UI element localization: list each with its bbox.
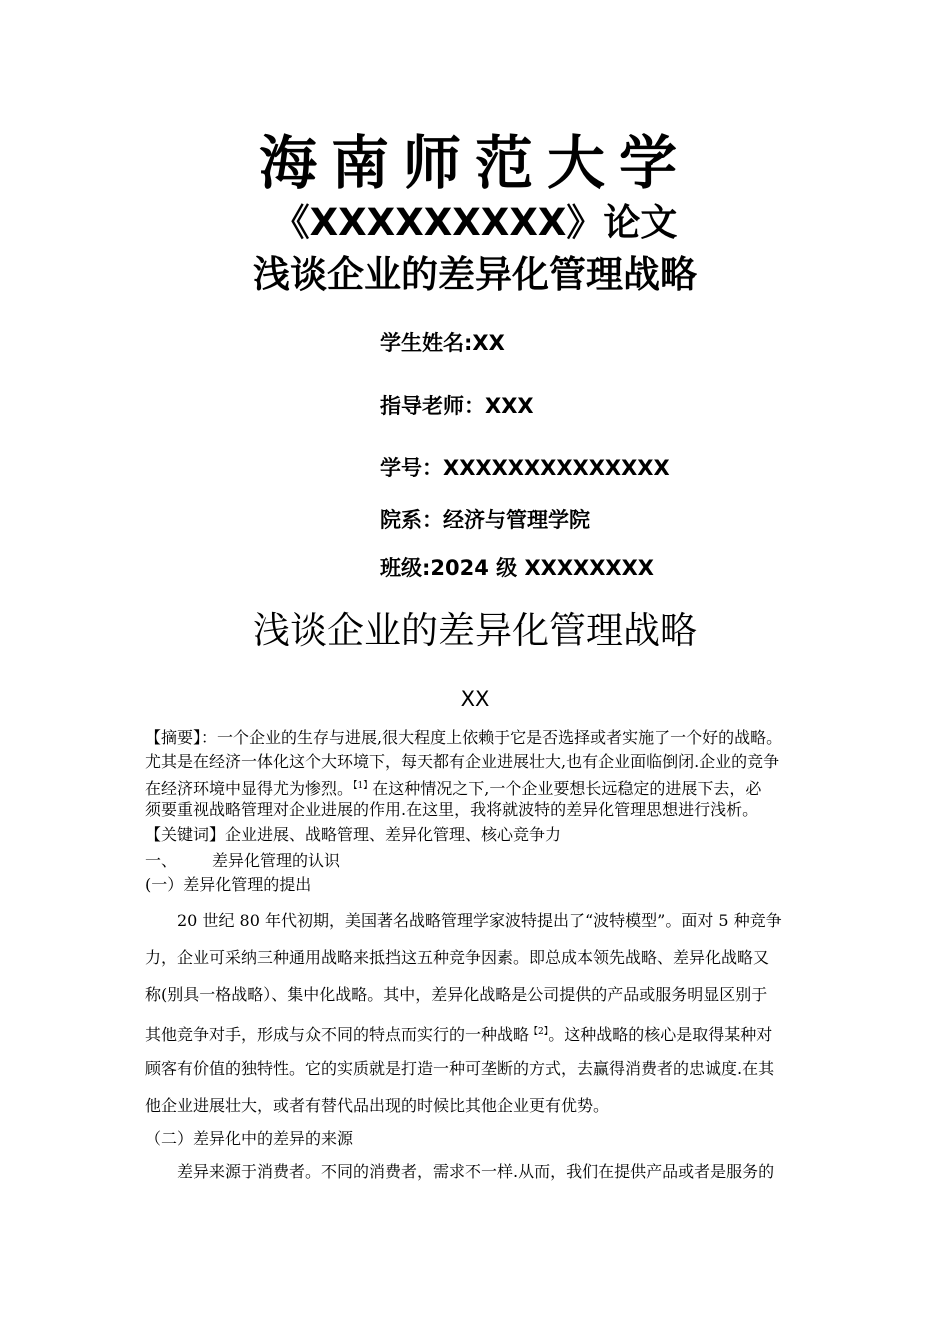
abstract-line: 在经济环境中显得尤为惨烈。$^{【1】}$在这种情况之下,一个企业要想长远稳定的进展下去，必 xyxy=(145,779,762,798)
department: 院系：经济与管理学院 xyxy=(380,508,590,532)
advisor-name: 指导老师：XXX xyxy=(380,394,534,418)
paragraph-line: 称(别具一格战略）、集中化战略。其中，差异化战略是公司提供的产品或服务明显区别于 xyxy=(145,985,768,1004)
student-name: 学生姓名:XX xyxy=(380,331,505,355)
course-title: 《XXXXXXXXX》论文 xyxy=(272,201,678,244)
student-id: 学号：XXXXXXXXXXXXXX xyxy=(380,456,670,480)
class-info: 班级:2024 级 XXXXXXXX xyxy=(380,556,654,580)
paragraph-line: 他企业进展壮大，或者有替代品出现的时候比其他企业更有优势。 xyxy=(145,1096,610,1115)
paragraph-line: 其他竞争对手，形成与众不同的特点而实行的一种战略$^{【2】}$。这种战略的核心是取得某种对 xyxy=(145,1025,773,1044)
paper-title: 浅谈企业的差异化管理战略 xyxy=(253,609,697,652)
paragraph-line: 力，企业可采纳三种通用战略来抵挡这五种竞争因素。即总成本领先战略、差异化战略又 xyxy=(145,948,770,967)
citation-1: 【1】 xyxy=(353,781,373,791)
subsection-heading: (一）差异化管理的提出 xyxy=(145,875,312,894)
citation-2: 【2】 xyxy=(529,1027,549,1037)
section-heading: 差异化管理的认识 xyxy=(212,851,341,870)
abstract-line: 须要重视战略管理对企业进展的作用.在这里，我将就波特的差异化管理思想进行浅析。 xyxy=(145,800,759,819)
abstract-line: 尤其是在经济一体化这个大环境下，每天都有企业进展壮大,也有企业面临倒闭.企业的竞争 xyxy=(145,752,780,771)
cover-paper-title: 浅谈企业的差异化管理战略 xyxy=(253,253,697,296)
school-name: 海南师范大学 xyxy=(258,129,691,197)
keywords: 【关键词】企业进展、战略管理、差异化管理、核心竞争力 xyxy=(145,825,562,844)
subsection-heading: （二）差异化中的差异的来源 xyxy=(145,1129,354,1148)
paragraph-line: 差异来源于消费者。不同的消费者，需求不一样.从而，我们在提供产品或者是服务的 xyxy=(177,1162,775,1181)
section-number: 一、 xyxy=(145,851,178,870)
paper-author: XX xyxy=(460,687,490,711)
paragraph-line: 顾客有价值的独特性。它的实质就是打造一种可垄断的方式，去赢得消费者的忠诚度.在其 xyxy=(145,1059,775,1078)
paragraph-line: 20 世纪 80 年代初期，美国著名战略管理学家波特提出了“波特模型”。面对 5 种竞争 xyxy=(177,911,782,930)
abstract-line: 【摘要】：一个企业的生存与进展,很大程度上依赖于它是否选择或者实施了一个好的战略。 xyxy=(145,728,783,747)
